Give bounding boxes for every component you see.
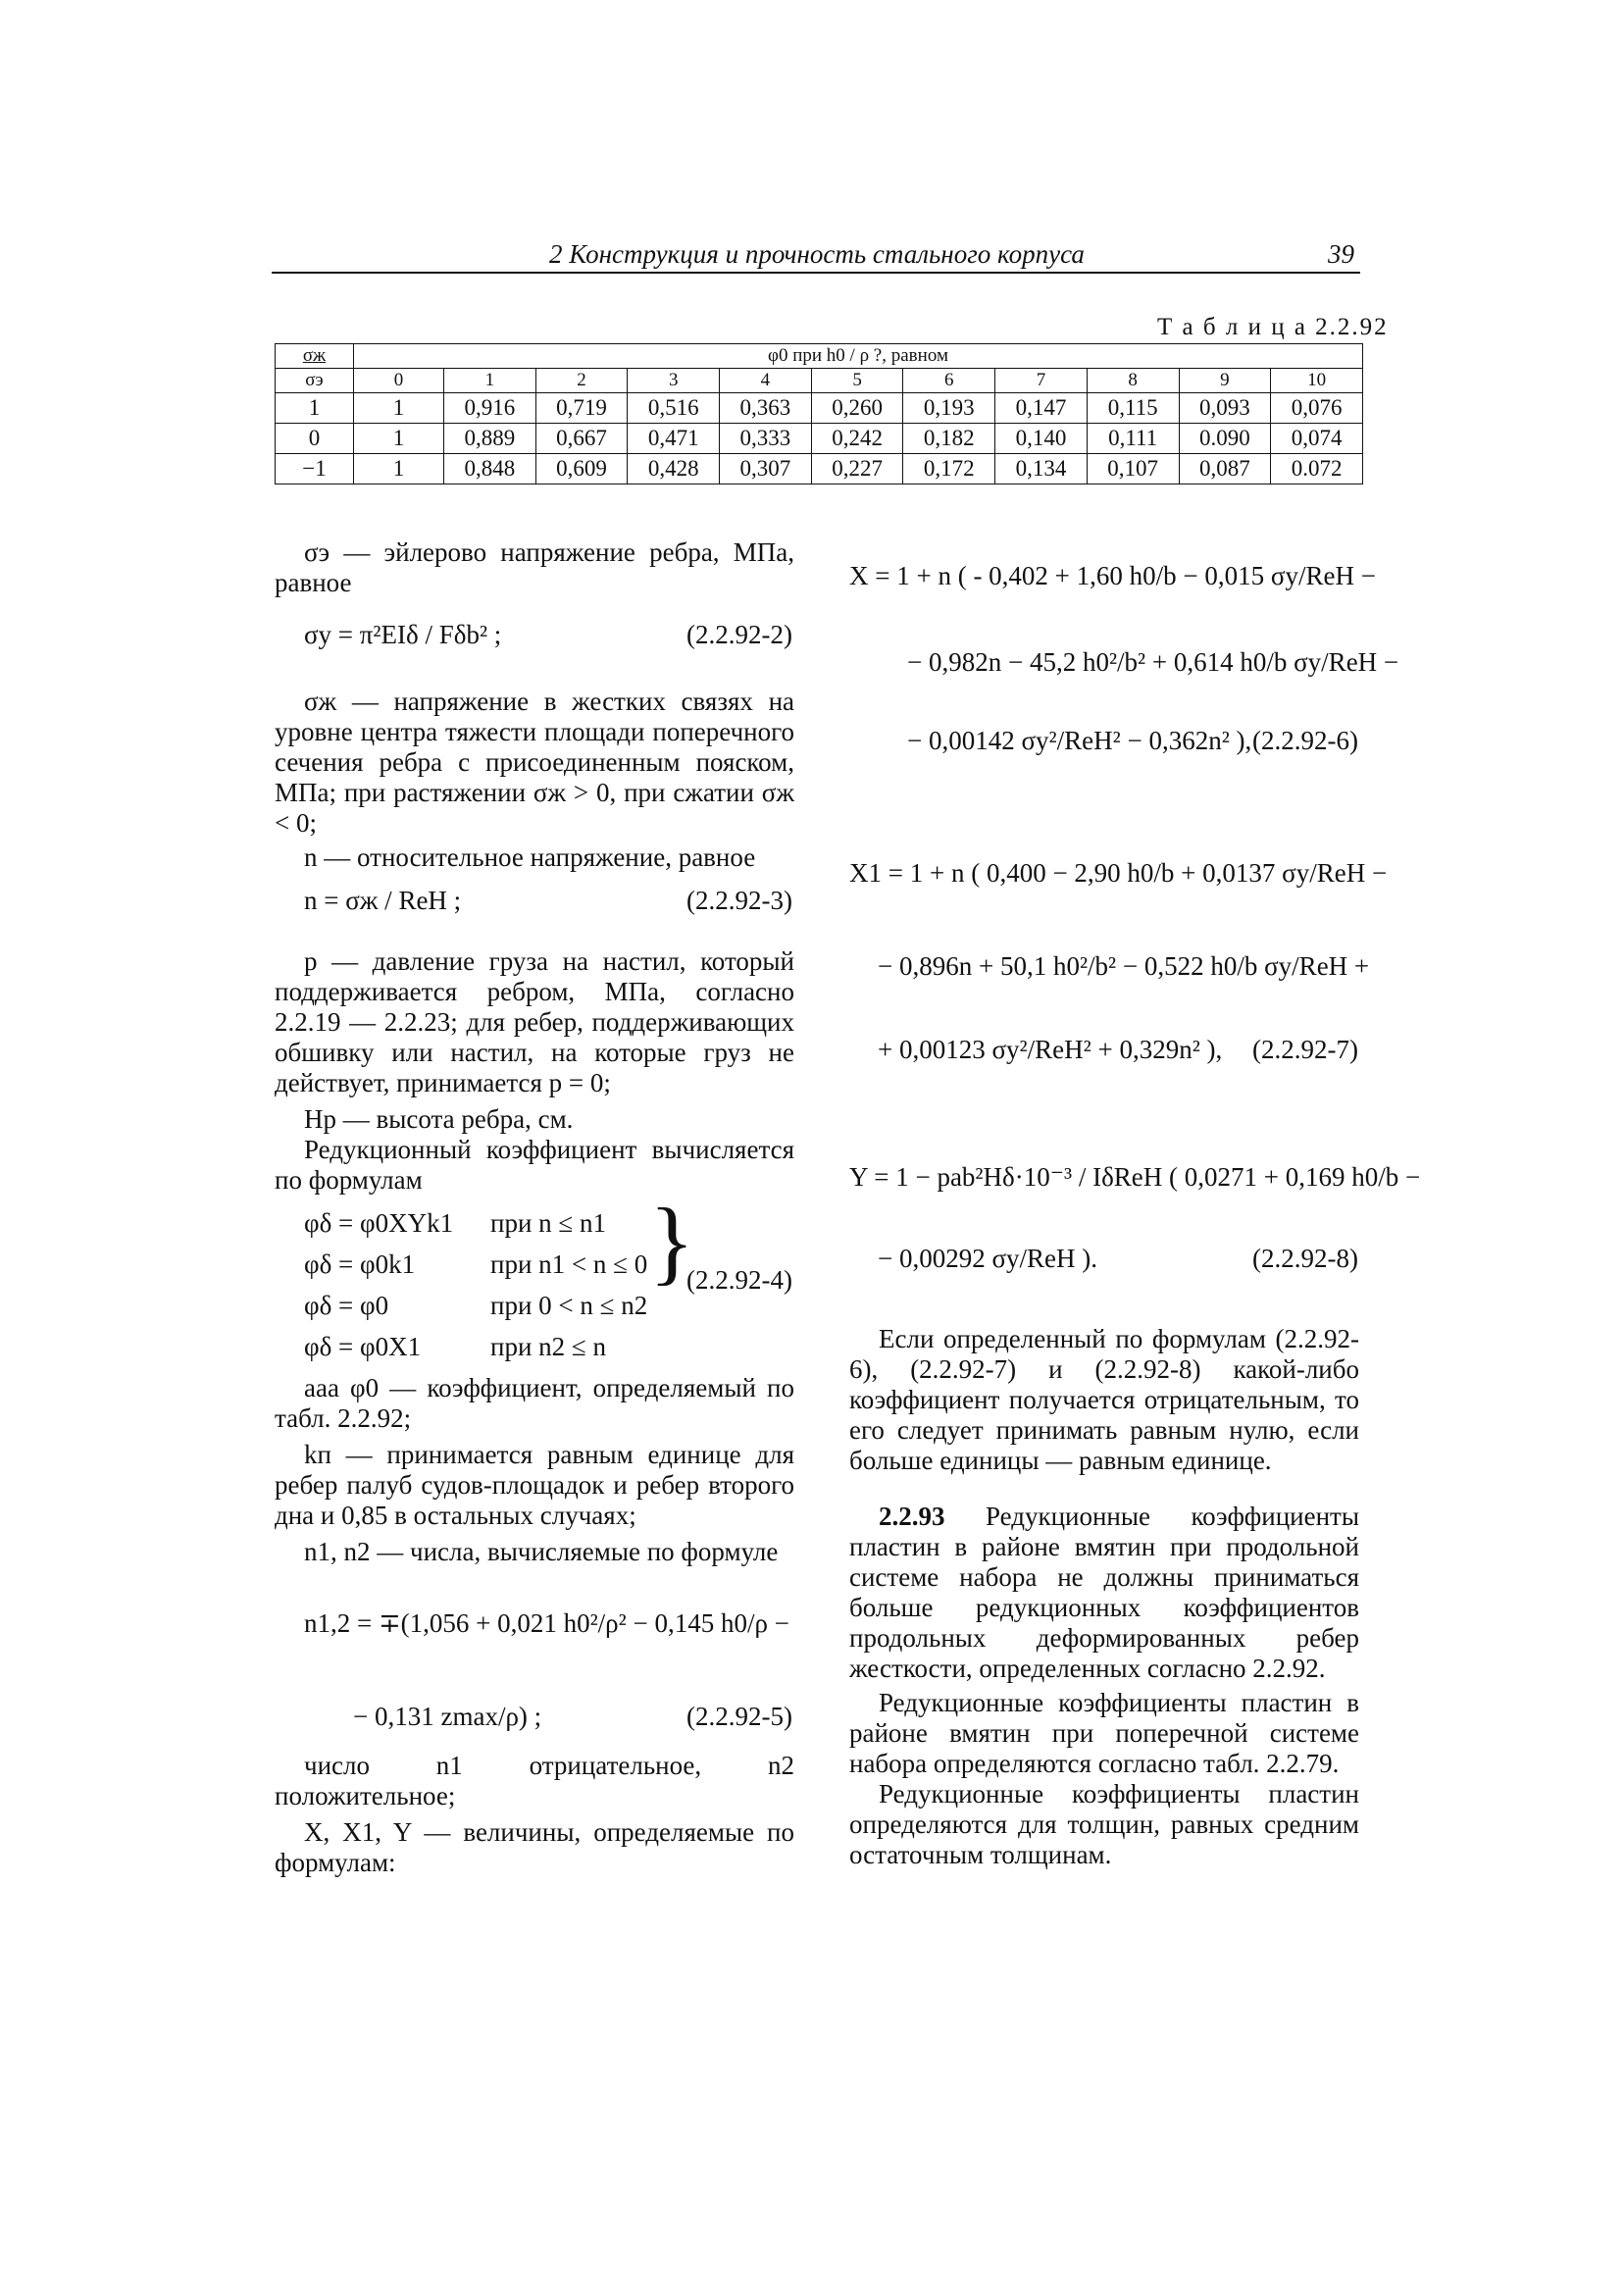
system-brace: } — [649, 1189, 695, 1294]
equation-number-5: (2.2.92-5) — [686, 1702, 792, 1731]
table-column-header: 8 — [1087, 369, 1179, 393]
table-cell: 0,093 — [1179, 393, 1271, 424]
table-cell: 0,848 — [444, 454, 536, 484]
table-cell: 0,307 — [720, 454, 812, 484]
equation-2-2-92-6-line1: X = 1 + n ( - 0,402 + 1,60 h0/b − 0,015 σу/ReH − — [849, 561, 1376, 590]
table-column-header: 7 — [995, 369, 1088, 393]
table-body — [276, 393, 1363, 484]
left-block-5 — [275, 1751, 794, 1878]
para-n12-intro: n1, n2 — числа, вычисляемые по формуле — [304, 1537, 779, 1566]
equation-number-4: (2.2.92-4) — [686, 1265, 792, 1295]
equation-2-2-92-6-line3: − 0,00142 σу²/ReH² − 0,362n² ), — [907, 726, 1252, 755]
table-cell: 0,719 — [535, 393, 628, 424]
table-cell: 0,182 — [903, 424, 995, 454]
para-sigma-e: σэ — эйлерово напряжение ребра, МПа, равное — [275, 537, 794, 597]
equation-number-2: (2.2.92-2) — [686, 620, 792, 649]
left-block-4 — [275, 1373, 794, 1567]
table-cell: 0,172 — [903, 454, 995, 484]
stub-numerator: σж — [302, 345, 327, 366]
table-column-header: 6 — [903, 369, 995, 393]
equation-2-2-92-2: σу = π²EIδ / Fδb² ; — [304, 620, 502, 649]
equation-number-6: (2.2.92-6) — [1252, 726, 1358, 755]
equation-number-7: (2.2.92-7) — [1252, 1035, 1358, 1064]
table-cell: 0.072 — [1271, 454, 1363, 484]
equation-2-2-92-8-line1: Y = 1 − pab²Hδ·10⁻³ / IδReH ( 0,0271 + 0,169 h0/b − — [849, 1162, 1421, 1192]
table-stub — [276, 344, 354, 369]
table-cell: 0,667 — [535, 424, 628, 454]
table-cell: 0,115 — [1087, 393, 1179, 424]
table-cell: 0,516 — [628, 393, 720, 424]
table-cell: 0,147 — [995, 393, 1088, 424]
equation-2-2-92-5-line1: n1,2 = ∓(1,056 + 0,021 h0²/ρ² − 0,145 h0/ρ − — [304, 1608, 789, 1638]
para-hp-def: Hр — высота ребра, см. — [304, 1104, 574, 1134]
equation-2-2-92-7-line2: − 0,896n + 50,1 h0²/b² − 0,522 h0/b σу/ReH + — [878, 951, 1370, 981]
stub-denominator: σэ — [276, 369, 354, 393]
table-column-header: 5 — [811, 369, 903, 393]
table-row-label: −1 — [276, 454, 354, 484]
table-row-label: 1 — [276, 393, 354, 424]
table-column-header: 10 — [1271, 369, 1363, 393]
system-condition: при n2 ≤ n — [490, 1332, 606, 1361]
table-cell: 0,227 — [811, 454, 903, 484]
left-column — [275, 537, 794, 598]
system-lhs: φδ = φ0 — [304, 1291, 389, 1320]
table-cell: 0,471 — [628, 424, 720, 454]
system-condition: при n ≤ n1 — [490, 1208, 606, 1238]
equation-2-2-92-8-line2: − 0,00292 σу/ReH ). — [878, 1244, 1098, 1273]
para-reduction-intro: Редукционный коэффициент вычисляется по формулам — [275, 1135, 794, 1195]
para-negative-coef: Если определенный по формулам (2.2.92-6), (2.2.92-7) и (2.2.92-8) какой-либо коэффициент получается отрицательным, то его следует принимать равным нулю, если больше единицы — равным единице. — [849, 1324, 1359, 1475]
equation-2-2-92-7-line3: + 0,00123 σу²/ReH² + 0,329n² ), — [878, 1035, 1223, 1064]
equation-number-3: (2.2.92-3) — [686, 886, 792, 915]
table-column-header: 1 — [444, 369, 536, 393]
system-lhs: φδ = φ0X1 — [304, 1332, 422, 1361]
table-row — [276, 393, 1363, 424]
para-transverse-system: Редукционные коэффициенты пластин в районе вмятин при поперечной системе набора определяются согласно табл. 2.2.79. — [849, 1688, 1359, 1778]
system-lhs: φδ = φ0XYk1 — [304, 1208, 454, 1238]
table-row-label: 0 — [276, 424, 354, 454]
table-cell: 0,140 — [995, 424, 1088, 454]
equation-number-8: (2.2.92-8) — [1252, 1244, 1358, 1273]
para-2-2-93-text: Редукционные коэффициенты пластин в районе вмятин при продольной системе набора не должны приниматься больше редукционных коэффициентов продольных деформированных ребер жесткости, определенных согласно 2.2.92. — [849, 1502, 1359, 1683]
system-condition: при 0 < n ≤ n2 — [490, 1291, 648, 1320]
left-block-3 — [275, 946, 794, 1196]
table-cell: 0,889 — [444, 424, 536, 454]
equation-2-2-92-5-line2: − 0,131 zmax/ρ) ; — [353, 1702, 542, 1731]
para-phi0-def: ааа φ0 — коэффициент, определяемый по табл. 2.2.92; — [275, 1373, 794, 1433]
table-cell: 0,111 — [1087, 424, 1179, 454]
table-cell: 0,363 — [720, 393, 812, 424]
table-caption: Т а б л и ц а 2.2.92 — [1157, 314, 1389, 340]
table-cell: 0,916 — [444, 393, 536, 424]
table-cell: 0,087 — [1179, 454, 1271, 484]
equation-2-2-92-7-line1: X1 = 1 + n ( 0,400 − 2,90 h0/b + 0,0137 σу/ReH − — [849, 858, 1388, 888]
para-2-2-93 — [849, 1502, 1359, 1684]
table-column-header-row — [276, 369, 1363, 393]
para-p-def: p — давление груза на настил, который поддерживается ребром, МПа, согласно 2.2.19 — 2.2.23; для ребер, поддерживающих обшивку или настил, на которые груз не действует, принимается p = 0; — [275, 946, 794, 1097]
table-cell: 0,242 — [811, 424, 903, 454]
table-column-header: 4 — [720, 369, 812, 393]
table-row — [276, 454, 1363, 484]
equation-2-2-92-3: n = σж / ReH ; — [304, 886, 462, 915]
para-xy-intro: X, X1, Y — величины, определяемые по формулам: — [275, 1817, 794, 1877]
left-block-2 — [275, 687, 794, 873]
table-group-header: φ0 при h0 / ρ ?, равном — [354, 344, 1363, 369]
section-number-2-2-93: 2.2.93 — [879, 1502, 945, 1531]
right-text-block — [849, 1324, 1359, 1870]
running-title: 2 Конструкция и прочность стального корпуса — [549, 239, 1085, 269]
table-column-header: 2 — [535, 369, 628, 393]
table-cell: 0,609 — [535, 454, 628, 484]
table-cell: 0,333 — [720, 424, 812, 454]
header-rule — [272, 272, 1360, 274]
table-cell: 0,193 — [903, 393, 995, 424]
para-sigma-zh: σж — напряжение в жестких связях на уровне центра тяжести площади поперечного сечения ребра с присоединенным пояском, МПа; при растяжении σж > 0, при сжатии σж < 0; — [275, 687, 794, 838]
table-header-row — [276, 344, 1363, 369]
table-cell: 1 — [354, 424, 444, 454]
table-cell: 0,107 — [1087, 454, 1179, 484]
table-row — [276, 424, 1363, 454]
system-lhs: φδ = φ0k1 — [304, 1249, 416, 1279]
para-n1-n2-sign: число n1 отрицательное, n2 положительное; — [275, 1751, 794, 1810]
table-cell: 0.090 — [1179, 424, 1271, 454]
table-cell: 0,074 — [1271, 424, 1363, 454]
table-cell: 1 — [354, 393, 444, 424]
para-thickness: Редукционные коэффициенты пластин определяются для толщин, равных средним остаточным толщинам. — [849, 1779, 1359, 1869]
table-cell: 0,134 — [995, 454, 1088, 484]
equation-2-2-92-6-line2: − 0,982n − 45,2 h0²/b² + 0,614 h0/b σу/ReH − — [907, 647, 1399, 677]
table-cell: 0,428 — [628, 454, 720, 484]
table-column-header: 0 — [354, 369, 444, 393]
system-condition: при n1 < n ≤ 0 — [490, 1249, 648, 1279]
para-kp-def: kп — принимается равным единице для ребер палуб судов-площадок и ребер второго дна и 0,85 в остальных случаях; — [275, 1440, 794, 1530]
table-column-header: 3 — [628, 369, 720, 393]
table-cell: 1 — [354, 454, 444, 484]
page-number: 39 — [1328, 239, 1354, 269]
table-cell: 0,260 — [811, 393, 903, 424]
table-cell: 0,076 — [1271, 393, 1363, 424]
table-column-header: 9 — [1179, 369, 1271, 393]
coefficient-table — [275, 343, 1363, 484]
para-n-def: n — относительное напряжение, равное — [304, 842, 756, 872]
